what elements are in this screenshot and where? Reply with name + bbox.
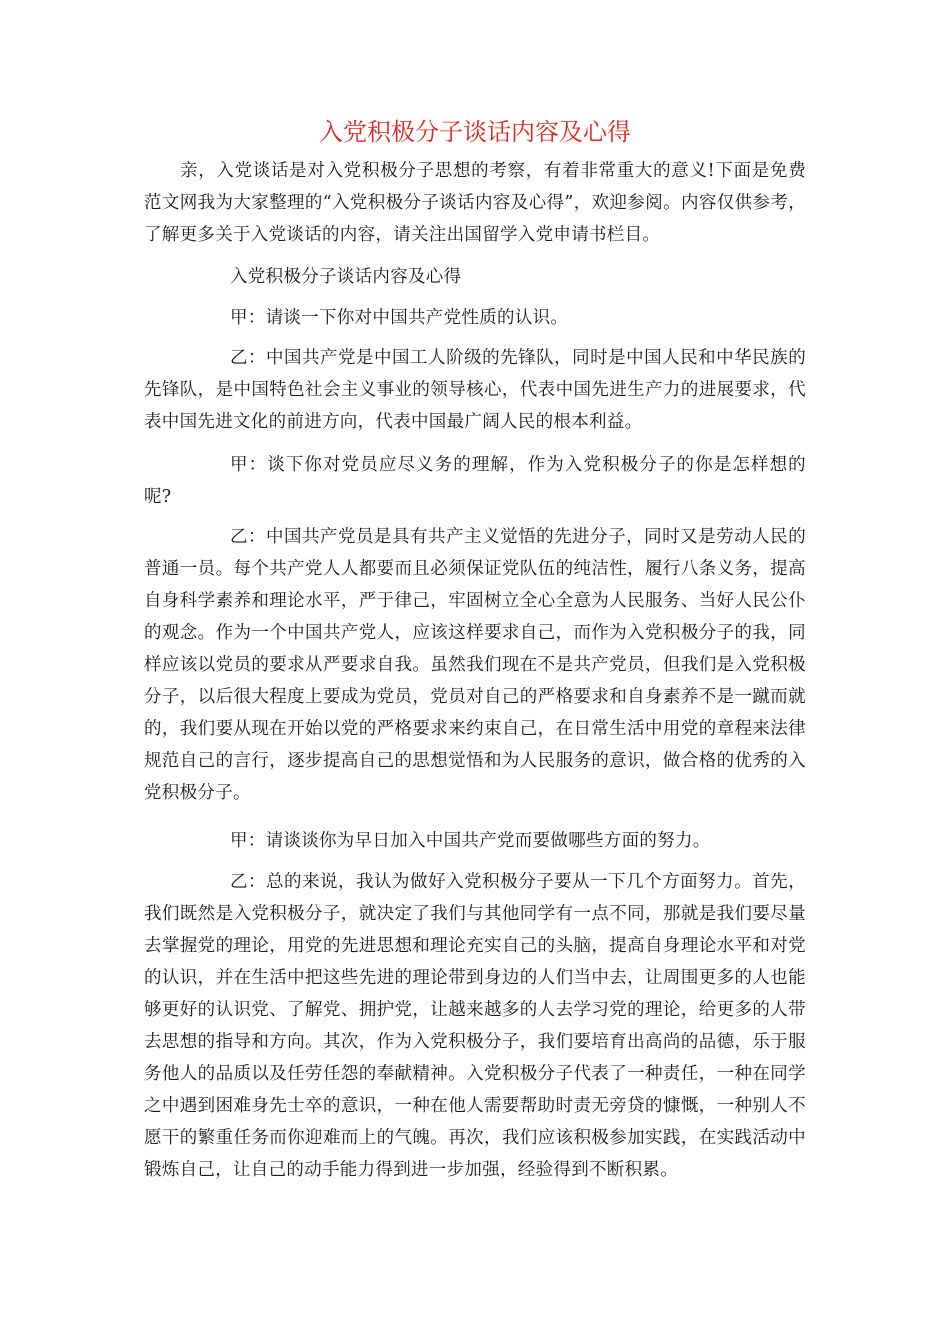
document-title: 入党积极分子谈话内容及心得 — [319, 118, 631, 146]
answer-paragraph-3: 乙：总的来说，我认为做好入党积极分子要从一下几个方面努力。首先，我们既然是入党积极分子，就决定了我们与其他同学有一点不同，那就是我们要尽量去掌握党的理论，用党的先进思想和理论充实自己的头脑，提高自身理论水平和对党的认识，并在生活中把这些先进的理论带到身边的人们当中去，让周围更多的人也能够更好的认识党、了解党、拥护党，让越来越多的人去学习党的理论，给更多的人带去思想的指导和方向。其次，作为入党积极分子，我们要培育出高尚的品德，乐于服务他人的品质以及任劳任怨的奉献精神。入党积极分子代表了一种责任，一种在同学之中遇到困难身先士卒的意识，一种在他人需要帮助时责无旁贷的慷慨，一种别人不愿干的繁重任务而你迎难而上的气魄。再次，我们应该积极参加实践，在实践活动中锻炼自己，让自己的动手能力得到进一步加强，经验得到不断积累。 — [144, 872, 806, 1180]
question-paragraph-3: 甲：请谈谈你为早日加入中国共产党而要做哪些方面的努力。 — [230, 831, 711, 851]
intro-paragraph: 亲，入党谈话是对入党积极分子思想的考察，有着非常重大的意义!下面是免费范文网我为大家整理的“入党积极分子谈话内容及心得”，欢迎参阅。内容仅供参考，了解更多关于入党谈话的内容，请关注出国留学入党申请书栏目。 — [144, 161, 806, 245]
answer-paragraph-1: 乙：中国共产党是中国工人阶级的先锋队，同时是中国人民和中华民族的先锋队，是中国特色社会主义事业的领导核心，代表中国先进生产力的进展要求，代表中国先进文化的前进方向，代表中国最广阔人民的根本利益。 — [144, 348, 806, 432]
question-paragraph-2: 甲：谈下你对党员应尽义务的理解，作为入党积极分子的你是怎样想的呢? — [144, 455, 806, 507]
answer-paragraph-2: 乙：中国共产党员是具有共产主义觉悟的先进分子，同时又是劳动人民的普通一员。每个共产党人人都要而且必须保证党队伍的纯洁性，履行八条义务，提高自身科学素养和理论水平，严于律己，牢固树立全心全意为人民服务、当好人民公仆的观念。作为一个中国共产党人，应该这样要求自己，而作为入党积极分子的我，同样应该以党员的要求从严要求自我。虽然我们现在不是共产党员，但我们是入党积极分子，以后很大程度上要成为党员，党员对自己的严格要求和自身素养不是一蹴而就的，我们要从现在开始以党的严格要求来约束自己，在日常生活中用党的章程来法律规范自己的言行，逐步提高自己的思想觉悟和为人民服务的意识，做合格的优秀的入党积极分子。 — [144, 527, 806, 803]
section-heading: 入党积极分子谈话内容及心得 — [230, 267, 462, 287]
question-paragraph-1: 甲：请谈一下你对中国共产党性质的认识。 — [230, 308, 569, 328]
